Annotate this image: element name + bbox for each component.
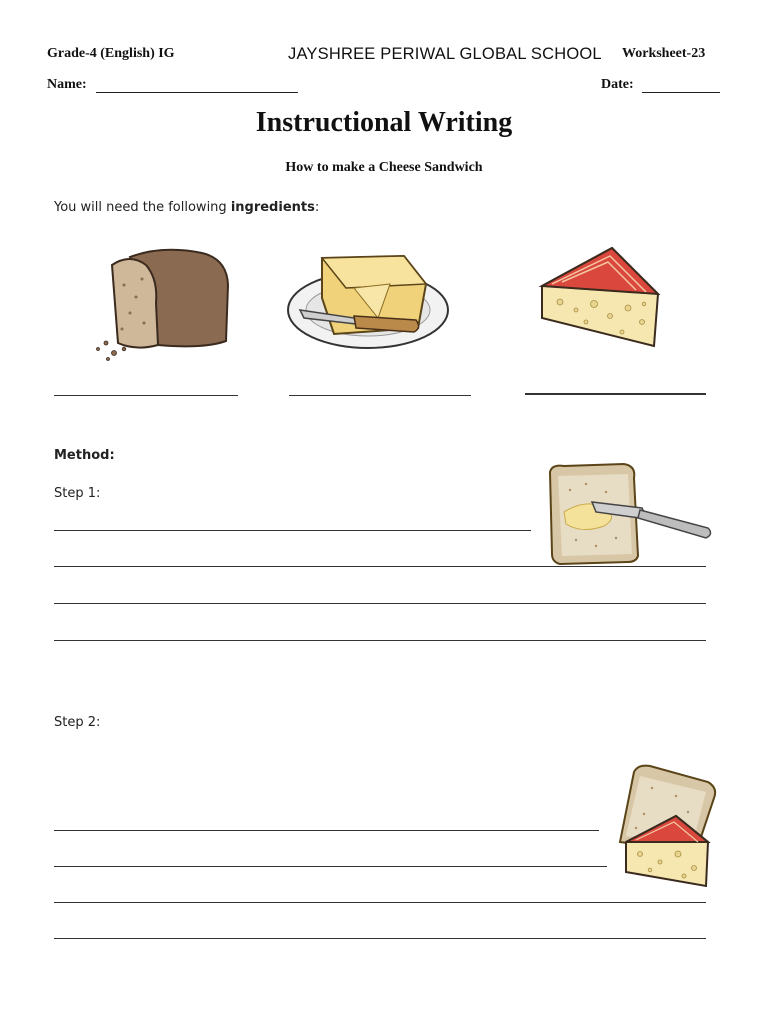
ingredients-intro: You will need the following ingredients: (54, 200, 320, 215)
date-label: Date: (601, 77, 634, 92)
step-1-line-1[interactable] (54, 530, 531, 531)
ingredient-answer-3[interactable] (525, 393, 706, 395)
cheese-icon (538, 246, 662, 352)
step-1-line-3[interactable] (54, 603, 706, 604)
step-2-line-1[interactable] (54, 830, 599, 831)
grade-label: Grade-4 (English) IG (47, 46, 175, 61)
step-1-label: Step 1: (54, 486, 101, 501)
bread-icon (92, 245, 234, 365)
page-title: Instructional Writing (255, 107, 513, 138)
butter-icon (286, 248, 451, 350)
step-1-line-2[interactable] (54, 566, 706, 567)
buttering-bread-icon (546, 462, 714, 566)
page-subtitle: How to make a Cheese Sandwich (285, 160, 483, 175)
step-1-line-4[interactable] (54, 640, 706, 641)
step-2-line-3[interactable] (54, 902, 706, 903)
date-field[interactable] (642, 92, 720, 93)
ingredient-answer-1[interactable] (54, 395, 238, 396)
ingredient-answer-2[interactable] (289, 395, 471, 396)
worksheet-label: Worksheet-23 (622, 46, 706, 61)
cheese-on-bread-icon (612, 764, 718, 890)
school-name: JAYSHREE PERIWAL GLOBAL SCHOOL (288, 45, 602, 63)
name-field[interactable] (96, 92, 298, 93)
step-2-line-4[interactable] (54, 938, 706, 939)
name-label: Name: (47, 77, 87, 92)
step-2-label: Step 2: (54, 715, 101, 730)
step-2-line-2[interactable] (54, 866, 607, 867)
method-label: Method: (54, 448, 115, 463)
